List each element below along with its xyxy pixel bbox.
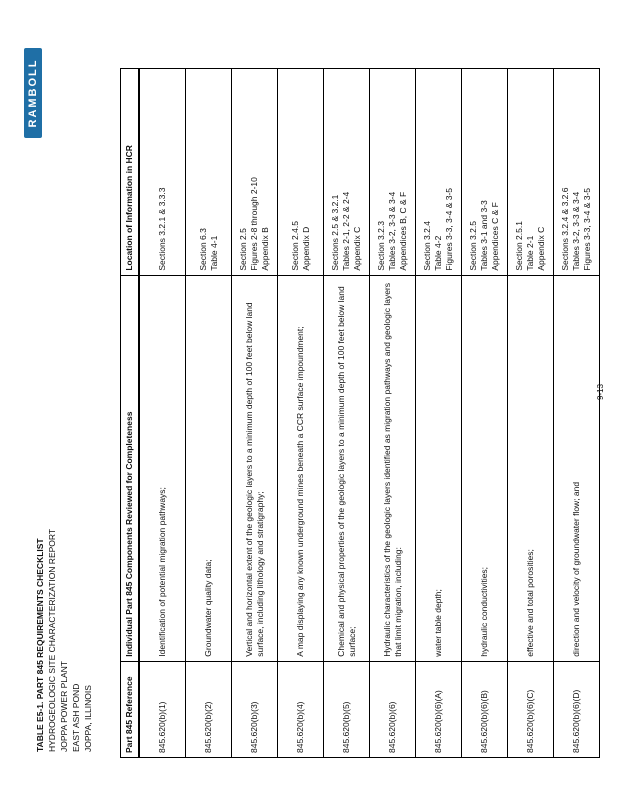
header-line: JOPPA, ILLINOIS [83, 685, 93, 752]
location-cell: Section 2.5.1 Table 2-1 Appendix C [508, 69, 554, 276]
table-title: TABLE E5-1. PART 845 REQUIREMENTS CHECKLIST [35, 538, 45, 752]
requirements-table [120, 68, 600, 758]
location-cell: Section 3.2.3 Tables 3-2, 3-3 & 3-4 Appendices B, C & F [370, 69, 416, 276]
table-row [508, 69, 554, 758]
component-cell: Hydraulic characteristics of the geologic layers identified as migration pathways and geologic layers that limit migration, including: [370, 275, 416, 661]
table-row [278, 69, 324, 758]
reference-cell: 845.620(b)(6) [370, 661, 416, 757]
page-number: 9-13 [596, 383, 605, 400]
component-cell: Identification of potential migration pathways; [139, 275, 186, 661]
header-line: HYDROGEOLOGIC SITE CHARACTERIZATION REPORT [47, 528, 57, 752]
location-cell: Section 3.2.5 Tables 3-1 and 3-3 Appendices C & F [462, 69, 508, 276]
table-row [554, 69, 600, 758]
column-header-reference: Part 845 Reference [121, 661, 140, 757]
column-header-components: Individual Part 845 Components Reviewed for Completeness [121, 275, 140, 661]
table-row [139, 69, 186, 758]
location-cell: Section 2.5 Figures 2-8 through 2-10 Appendix B [232, 69, 278, 276]
location-cell: Section 6.3 Table 4-1 [186, 69, 232, 276]
table-row [416, 69, 462, 758]
component-cell: effective and total porosities; [508, 275, 554, 661]
column-header-location: Location of Information in HCR [121, 69, 140, 276]
document-header [34, 529, 94, 752]
location-cell: Sections 3.2.1 & 3.3.3 [139, 69, 186, 276]
component-cell: Chemical and physical properties of the geologic layers to a minimum depth of 100 feet below land surface; [324, 275, 370, 661]
location-cell: Section 2.4.5 Appendix D [278, 69, 324, 276]
reference-cell: 845.620(b)(6)(A) [416, 661, 462, 757]
header-line: JOPPA POWER PLANT [59, 660, 69, 752]
location-cell: Section 3.2.4 Table 4-2 Figures 3-3, 3-4 & 3-5 [416, 69, 462, 276]
location-cell: Sections 2.5 & 3.2.1 Tables 2-1, 2-2 & 2-4 Appendix C [324, 69, 370, 276]
reference-cell: 845.620(b)(2) [186, 661, 232, 757]
table-row [324, 69, 370, 758]
reference-cell: 845.620(b)(6)(B) [462, 661, 508, 757]
reference-cell: 845.620(b)(4) [278, 661, 324, 757]
reference-cell: 845.620(b)(5) [324, 661, 370, 757]
component-cell: water table depth; [416, 275, 462, 661]
reference-cell: 845.620(b)(6)(C) [508, 661, 554, 757]
component-cell: A map displaying any known underground mines beneath a CCR surface impoundment; [278, 275, 324, 661]
component-cell: Vertical and horizontal extent of the geologic layers to a minimum depth of 100 feet below land surface, including lithology and stratigraphy; [232, 275, 278, 661]
component-cell: Groundwater quality data; [186, 275, 232, 661]
component-cell: hydraulic conductivities; [462, 275, 508, 661]
ramboll-logo: RAMBOLL [24, 48, 42, 138]
reference-cell: 845.620(b)(6)(D) [554, 661, 600, 757]
reference-cell: 845.620(b)(3) [232, 661, 278, 757]
table-row [462, 69, 508, 758]
table-row [232, 69, 278, 758]
table-row [370, 69, 416, 758]
table-header-row [121, 69, 140, 758]
component-cell: direction and velocity of groundwater flow; and [554, 275, 600, 661]
reference-cell: 845.620(b)(1) [139, 661, 186, 757]
table-row [186, 69, 232, 758]
location-cell: Sections 3.2.4 & 3.2.6 Tables 3-2, 3-3 & 3-4 Figures 3-3, 3-4 & 3-5 [554, 69, 600, 276]
header-line: EAST ASH POND [71, 683, 81, 752]
